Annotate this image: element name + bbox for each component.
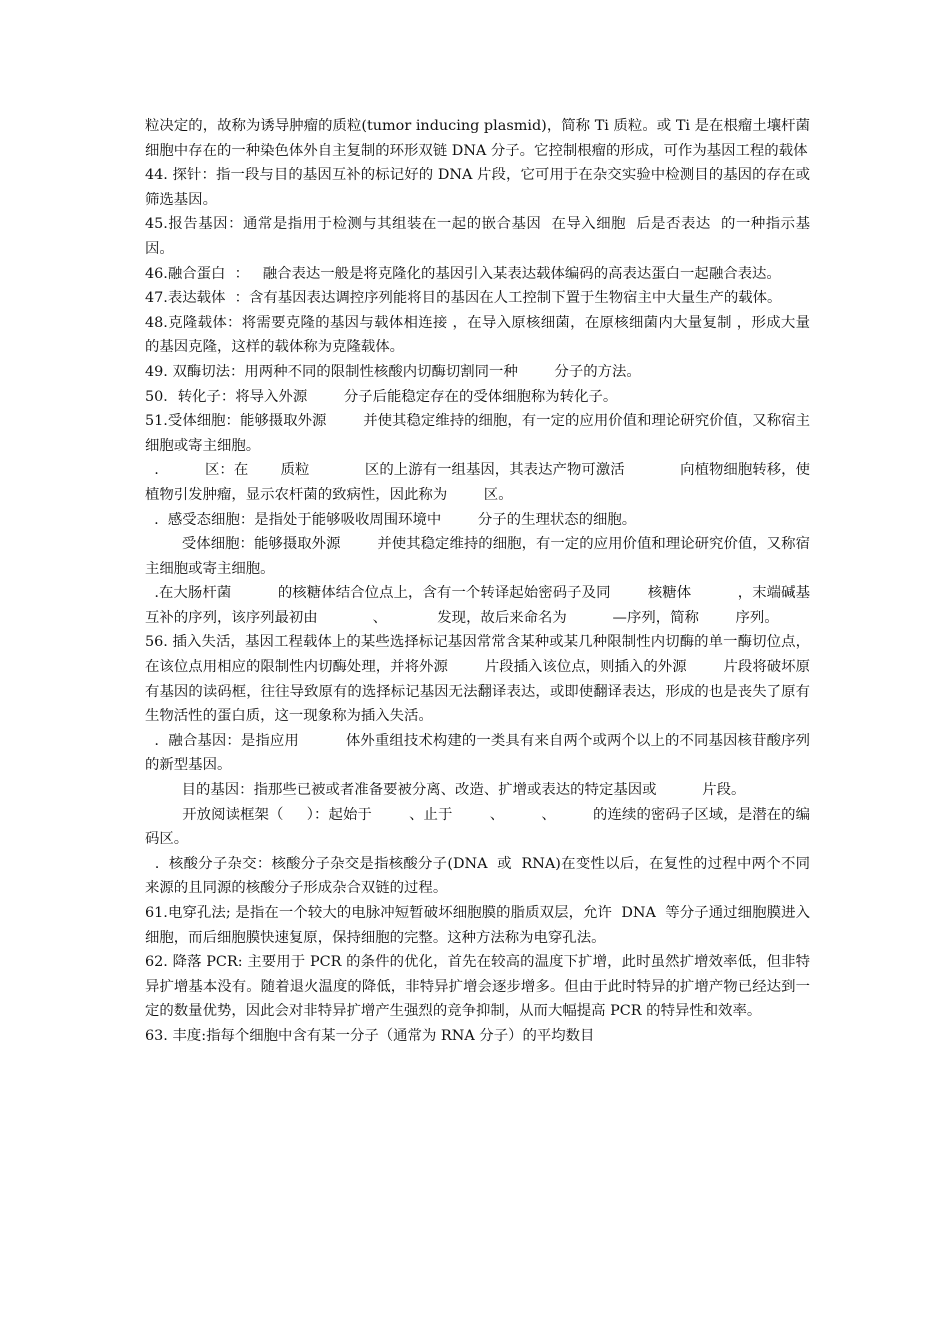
paragraph-63-abundance: 63. 丰度:指每个细胞中含有某一分子（通常为 RNA 分子）的平均数目 bbox=[145, 1027, 595, 1044]
paragraph-46-fusion-protein: 46.融合蛋白 ： 融合表达一般是将克隆化的基因引入某表达载体编码的高表达蛋白一起融合表达。 bbox=[145, 265, 781, 282]
paragraph-61-electroporation: 61.电穿孔法; 是指在一个较大的电脉冲短暂破坏细胞膜的脂质双层，允许 DNA 等分子通过细胞膜进入细胞，而后细胞膜快速复原，保持细胞的完整。这种方法称为电穿孔法。 bbox=[145, 905, 810, 946]
document-body bbox=[145, 114, 810, 1049]
paragraph-62-touchdown-pcr: 62. 降落 PCR: 主要用于 PCR 的条件的优化，首先在较高的温度下扩增，此时虽然扩增效率低，但非特异扩增基本没有。随着退火温度的降低，非特异扩增会逐步增多。但由于此时特异的扩增产物已经达到一定的数量优势，因此会对非特异扩增产生强烈的竞争抑制，从而大幅提高 PCR 的特异性和效率。 bbox=[145, 954, 810, 1020]
paragraph-ti-plasmid: 粒决定的，故称为诱导肿瘤的质粒(tumor inducing plasmid)，简称 Ti 质粒。或 Ti 是在根瘤土壤杆菌细胞中存在的一种染色体外自主复制的环形双链 DNA 分子。它控制根瘤的形成，可作为基因工程的载体 bbox=[145, 118, 810, 159]
paragraph-hybridization: . 核酸分子杂交：核酸分子杂交是指核酸分子(DNA 或 RNA)在变性以后，在复性的过程中两个不同来源的且同源的核酸分子形成杂合双链的过程。 bbox=[145, 855, 811, 897]
paragraph-target-gene: 目的基因：指那些已被或者准备要被分离、改造、扩增或表达的特定基因或 片段。 bbox=[145, 782, 746, 799]
paragraph-45-reporter-gene: 45.报告基因：通常是指用于检测与其组装在一起的嵌合基因 在导入细胞 后是否表达 的一种指示基因。 bbox=[145, 216, 810, 257]
paragraph-49-double-digestion: 49. 双酶切法：用两种不同的限制性核酸内切酶切割同一种 分子的方法。 bbox=[145, 363, 641, 380]
paragraph-recipient-cell-repeat: 受体细胞：能够摄取外源 并使其稳定维持的细胞，有一定的应用价值和理论研究价值，又称宿主细胞或寄主细胞。 bbox=[145, 536, 810, 577]
paragraph-47-expression-vector: 47.表达载体 ：含有基因表达调控序列能将目的基因在人工控制下置于生物宿主中大量生产的载体。 bbox=[145, 290, 782, 307]
paragraph-sd-sequence: .在大肠杆菌 的核糖体结合位点上，含有一个转译起始密码子及同 核糖体 ，末端碱基互补的序列，该序列最初由 、 发现，故后来命名为 —序列，简称 序列。 bbox=[145, 585, 810, 626]
paragraph-50-transformant: 50．转化子：将导入外源 分子后能稳定存在的受体细胞称为转化子。 bbox=[145, 388, 618, 405]
paragraph-56-insertional-inactivation: 56. 插入失活，基因工程载体上的某些选择标记基因常常含某种或某几种限制性内切酶的单一酶切位点，在该位点用相应的限制性内切酶处理，并将外源 片段插入该位点，则插入的外源 片段将破坏原有基因的读码框，往往导致原有的选择标记基因无法翻译表达，或即使翻译表达，形成的也是丧失了原有生物活性的蛋白质，这一现象称为插入失活。 bbox=[145, 634, 810, 725]
paragraph-competent-cell: . 感受态细胞：是指处于能够吸收周围环境中 分子的生理状态的细胞。 bbox=[145, 511, 637, 528]
paragraph-vir-region: . 区：在 质粒 区的上游有一组基因，其表达产物可激活 向植物细胞转移，使植物引发肿瘤，显示农杆菌的致病性，因此称为 区。 bbox=[145, 462, 810, 503]
paragraph-48-cloning-vector: 48.克隆载体：将需要克隆的基因与载体相连接 ，在导入原核细菌，在原核细菌内大量复制 ，形成大量的基因克隆，这样的载体称为克隆载体。 bbox=[145, 314, 810, 356]
paragraph-44-probe: 44. 探针：指一段与目的基因互补的标记好的 DNA 片段，它可用于在杂交实验中检测目的基因的存在或筛选基因。 bbox=[145, 167, 810, 208]
paragraph-51-recipient-cell: 51.受体细胞：能够摄取外源 并使其稳定维持的细胞，有一定的应用价值和理论研究价值，又称宿主细胞或寄主细胞。 bbox=[145, 413, 810, 454]
paragraph-orf: 开放阅读框架（ ）：起始于 、止于 、 、 的连续的密码子区域，是潜在的编码区。 bbox=[145, 806, 810, 848]
paragraph-fusion-gene: . 融合基因：是指应用 体外重组技术构建的一类具有来自两个或两个以上的不同基因核苷酸序列的新型基因。 bbox=[145, 732, 810, 774]
